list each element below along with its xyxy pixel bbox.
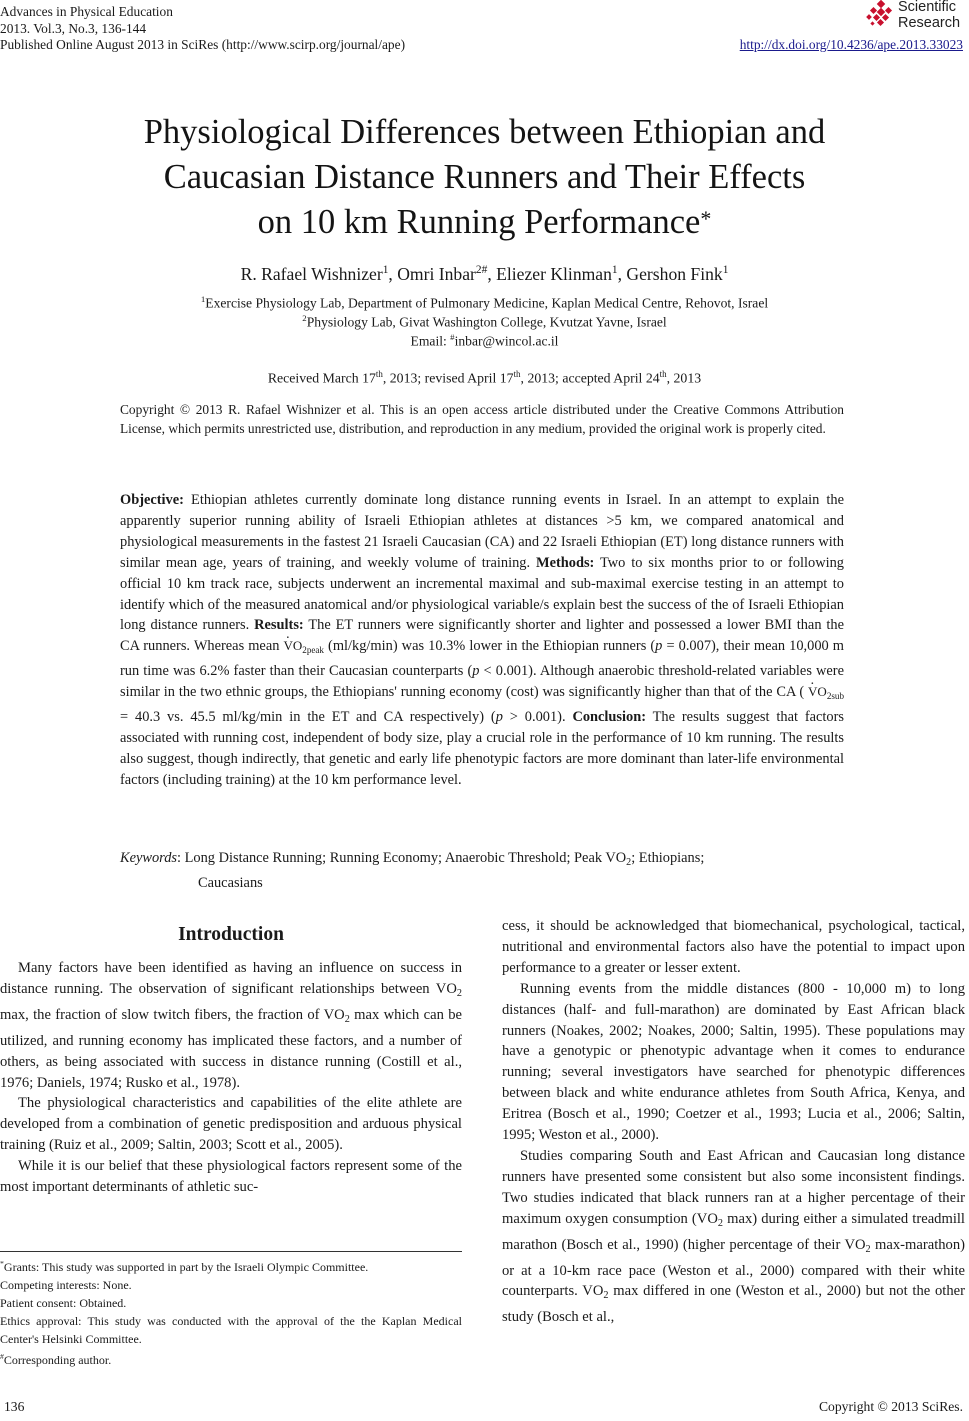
page-number: 136 — [4, 1399, 25, 1414]
keywords: Keywords: Long Distance Running; Running Economy; Anaerobic Threshold; Peak $VO_2$; Ethiopians; Caucasians — [120, 850, 705, 891]
logo-mark-icon — [866, 0, 896, 30]
journal-name: Advances in Physical Education — [0, 4, 173, 19]
affiliation-2: $^2$Physiology Lab, Givat Washington College, Kvutzat Yavne, Israel — [302, 313, 667, 330]
paragraph: The physiological characteristics and capabilities of the elite athlete are developed from a combination of genetic predisposition and arduous physical training (Ruiz et al., 2009; Saltin, 2003; Scott et al., 2005). — [0, 1095, 462, 1154]
footnotes: *Grants: This study was supported in part by the Israeli Olympic Committee. Competing interests: None. Patient consent: Obtained. Ethics approval: This study was conducted with the approval of the the Kaplan Medical Center's Helsinki Committee. #Corresponding author. — [0, 1259, 462, 1367]
footer-copyright: Copyright © 2013 SciRes. — [818, 1399, 963, 1414]
paragraph: Many factors have been identified as having an influence on success in distance running. The observation of significant relationships between $VO_2$ max, the fraction of slow twitch fibers, the fraction of $VO_2$ max which can be utilized, and running economy has implicated these factors, and a number of others, as being associated with success in distance running (Costill et al., 1976; Daniels, 1974; Rusko et al., 1978). — [0, 960, 462, 1091]
vo2sub-symbol: · $VO_{2sub}$ — [808, 684, 844, 699]
article-dates: Received March 17th, 2013; revised April 17th, 2013; accepted April 24th, 2013 — [267, 369, 702, 386]
section-heading-introduction: Introduction — [178, 924, 284, 945]
left-column — [0, 958, 462, 1198]
title-footnote-mark: * — [700, 206, 712, 231]
paragraph: Studies comparing South and East African and Caucasian long distance runners have presented some consistent but also some inconsistent findings. Two studies indicated that black runners ran at a higher percentage of their maximum oxygen consumption ($VO_2$ max) during either a simulated treadmill marathon (Bosch et al., 1990) (higher percentage of their $VO_2$ max-marathon) or at a 10-km race pace (Weston et al., 2000) compared with their white counterparts. $VO_2$ max differed in one (Weston et al., 2000) but not the other study (Bosch et al., — [502, 1147, 965, 1326]
journal-header — [0, 4, 405, 54]
paragraph: cess, it should be acknowledged that biomechanical, psychological, tactical, nutritional and environmental factors also have the potential to impact upon performance to a greater or lesser extent. — [502, 918, 965, 976]
email-link[interactable]: inbar@wincol.ac.il — [454, 333, 559, 349]
footnote-rule — [0, 1251, 462, 1252]
paper-title: Physiological Differences between Ethiopian and Caucasian Distance Runners and Their Effects on 10 km Running Performance* — [143, 113, 826, 241]
paragraph: Running events from the middle distances (800 - 10,000 m) to long distances (half- and full-marathon) are dominated by East African black runners (Noakes, 2002; Noakes, 2000; Saltin, 1995). These populations may have a genotypic or phenotypic advantage when it comes to endurance running; several investigators have searched for phenotypic differences between black and white endurance athletes from South Africa, Kenya, and Eritrea (Bosch et al., 1990; Coetzer et al., 1993; Lucia et al., 2006; Saltin, 1995; Weston et al., 2000). — [502, 980, 965, 1144]
right-column — [502, 916, 965, 1328]
methods-label: Methods: — [535, 554, 595, 571]
doi-link[interactable]: http://dx.doi.org/10.4236/ape.2013.33023 — [739, 37, 963, 52]
objective-label: Objective: — [120, 492, 184, 508]
copyright-notice: Copyright © 2013 R. Rafael Wishnizer et al. This is an open access article distributed under the Creative Commons Attribution License, which permits unrestricted use, distribution, and reproduction in any medium, provided the original work is properly cited. — [120, 402, 844, 436]
logo-text-line1: Scientific — [898, 0, 957, 15]
affiliation-1: $^1$Exercise Physiology Lab, Department of Pulmonary Medicine, Kaplan Medical Centre, Rehovot, Israel — [200, 294, 769, 311]
results-label: Results: — [254, 617, 304, 634]
author-list: R. Rafael Wishnizer$^1$, Omri Inbar$^{2\#}$, Eliezer Klinman$^1$, Gershon Fink$^1$ — [240, 264, 729, 284]
vo2peak-symbol: · $VO_{2peak}$ — [283, 638, 324, 653]
abstract: Objective: Ethiopian athletes currently dominate long distance running events in Israel. In an attempt to explain the apparently superior running ability of Israeli Ethiopian athletes at distances >5 km, we compared anatomical and physiological measurements in the fastest 21 Israeli Caucasian (CA) and 22 Israeli Ethiopian (ET) long distance runners with similar mean age, years of training, and weekly volume of training. Methods: Two to six months prior to or following official 10 km track race, subjects underwent an incremental maximal and sub-maximal exercise testing in an attempt to identify which of the measured anatomical and/or physiological variable/s explain best the success of the of Israeli Ethiopian long distance runners. Results: The ET runners were significantly shorter and lighter and possessed a lower BMI than the CA runners. Whereas mean · $VO_{2peak}$ (ml/kg/min) was 10.3% lower in the Ethiopian runners (p = 0.007), their mean 10,000 m run time was 6.2% faster than their Caucasian counterparts (p < 0.001). Although anaerobic threshold-related variables were similar in the two ethnic groups, the Ethiopians' running economy (cost) was significantly higher than that of the CA ( · $VO_{2sub} = 40.3$ vs. 45.5 ml/kg/min in the ET and CA respectively) (p > 0.001). Conclusion: The results suggest that factors associated with running cost, independent of body size, play a crucial role in the performance of 10 km running. The results also suggest, though indirectly, that genetic and early life phenotypic factors are more dominant than later-life environmental factors (including training) at the 10 km performance level. — [120, 490, 844, 791]
published-line: Published Online August 2013 in SciRes (http://www.scirp.org/journal/ape) — [0, 37, 406, 52]
scientific-research-logo — [866, 0, 966, 36]
conclusion-label: Conclusion: — [572, 709, 647, 726]
author-email: Email: #inbar@wincol.ac.il — [410, 332, 559, 349]
paragraph: While it is our belief that these physiological factors represent some of the most important determinants of athletic suc- — [0, 1158, 462, 1196]
logo-text-line2: Research — [898, 14, 961, 31]
journal-volume: 2013. Vol.3, No.3, 136-144 — [0, 20, 147, 36]
